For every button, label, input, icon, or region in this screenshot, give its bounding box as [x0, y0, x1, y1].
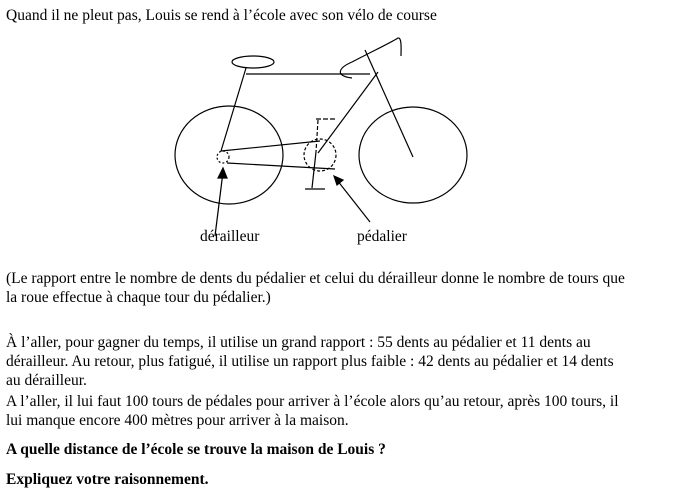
intro-text: Quand il ne pleut pas, Louis se rend à l’école avec son vélo de course [6, 7, 437, 24]
fork [365, 50, 413, 157]
crank-bottom [312, 152, 316, 188]
label-pedalier: pédalier [357, 228, 407, 245]
down-tube [318, 72, 378, 153]
front-wheel [359, 107, 467, 203]
instruction: Expliquez votre raisonnement. [6, 471, 209, 488]
derailleur-gear [217, 151, 229, 163]
label-derailleur: dérailleur [200, 228, 260, 245]
rear-wheel [175, 106, 283, 204]
paragraph1-line-3: au dérailleur. [6, 372, 87, 389]
handlebar [340, 38, 401, 78]
note-line-2: la roue effectue à chaque tour du pédalier.) [6, 289, 271, 306]
paragraph1-line-2: dérailleur. Au retour, plus fatigué, il utilise un rapport plus faible : 42 dents au pédalier et 14 dents [6, 353, 614, 370]
arrow-pedalier [337, 180, 370, 222]
note-line-1: (Le rapport entre le nombre de dents du pédalier et celui du dérailleur donne le nombre de tours que [6, 270, 625, 287]
seat-tube [221, 68, 246, 151]
saddle [232, 56, 274, 68]
paragraph2-line-2: lui manque encore 400 mètres pour arriver à la maison. [6, 412, 349, 429]
pedalier-gear [304, 139, 336, 171]
question: A quelle distance de l’école se trouve la maison de Louis ? [6, 441, 386, 458]
crank-top [316, 120, 318, 152]
paragraph1-line-1: À l’aller, pour gagner du temps, il utilise un grand rapport : 55 dents au pédalier et 11 dents au [6, 334, 591, 351]
paragraph2-line-1: A l’aller, il lui faut 100 tours de pédales pour arriver à l’école alors qu’au retour, après 100 tours, il [6, 393, 619, 410]
